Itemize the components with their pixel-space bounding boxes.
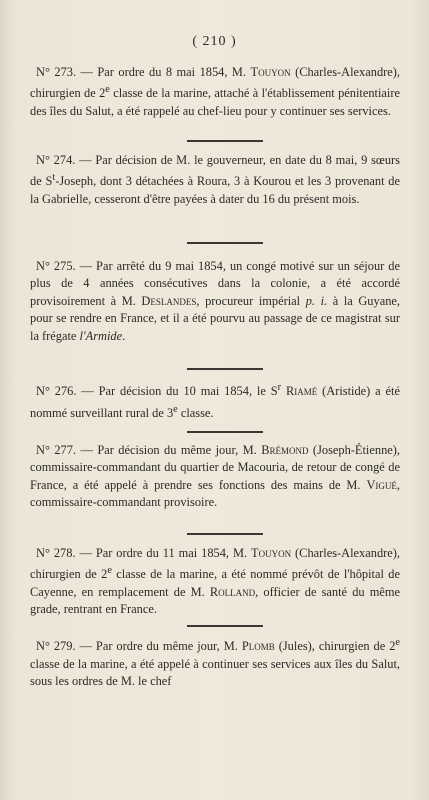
entry-276: [30, 379, 400, 422]
entry-text: N° 278. — Par ordre du 11 mai 1854, M. Touyon (Charles-Alexandre), chirurgien de 2e classe de la marine, a été nommé prévôt de l'hôpital de Cayenne, en remplacement de M. Rolland, officier de santé du même grade, rentrant en France.: [30, 546, 400, 617]
entry-text: N° 276. — Par décision du 10 mai 1854, le $S^r$ Riamé (Aristide) a été nommé surveillant rural de 3e classe.: [30, 382, 400, 420]
separator-rule: [187, 140, 263, 142]
entry-text: N° 273. — Par ordre du 8 mai 1854, M. Touyon (Charles-Alexandre), chirurgien de 2e classe de la marine, attaché à l'établissement pénitentiaire des îles du Salut, a été rappelé au chef-lieu pour y continuer ses services.: [30, 65, 400, 118]
separator-rule: [187, 625, 263, 627]
entry-275: [30, 258, 400, 345]
separator-rule: [187, 533, 263, 535]
separator-rule: [187, 242, 263, 244]
entry-text: N° 279. — Par ordre du même jour, M. Plomb (Jules), chirurgien de 2e classe de la marine, a été appelé à continuer ses services aux îles du Salut, sous les ordres de M. le chef: [30, 637, 400, 688]
entry-text: N° 275. — Par arrêté du 9 mai 1854, un congé motivé sur un séjour de plus de 4 années consécutives dans la colonie, a été accordé provisoirement à M. Deslandes, procureur impérial p. i. à la Guyane, pour se rendre en France, et il a été pourvu au passage de ce magistrat sur la frégate l'Armide.: [30, 259, 400, 343]
entry-278: [30, 545, 400, 619]
separator-rule: [187, 368, 263, 370]
entry-text: N° 274. — Par décision de M. le gouverneur, en date du 8 mai, 9 sœurs de $S^t$-Joseph, dont 3 détachées à Roura, 3 à Kourou et les 3 provenant de la Gabrielle, cesseront d'être payées à dater du 16 du présent mois.: [30, 153, 401, 206]
page-number: ( 210 ): [192, 34, 237, 49]
entry-273: [30, 64, 400, 120]
separator-rule: [187, 431, 263, 433]
entry-text: N° 277. — Par décision du même jour, M. Brémond (Joseph-Étienne), commissaire-commandant du quartier de Macouria, de retour de congé de France, a été appelé à prendre ses fonctions des mains de M. Vigué, commissaire-commandant provisoire.: [30, 443, 400, 510]
entry-274: [30, 152, 400, 208]
entry-279: [30, 634, 400, 690]
entry-277: [30, 442, 400, 512]
